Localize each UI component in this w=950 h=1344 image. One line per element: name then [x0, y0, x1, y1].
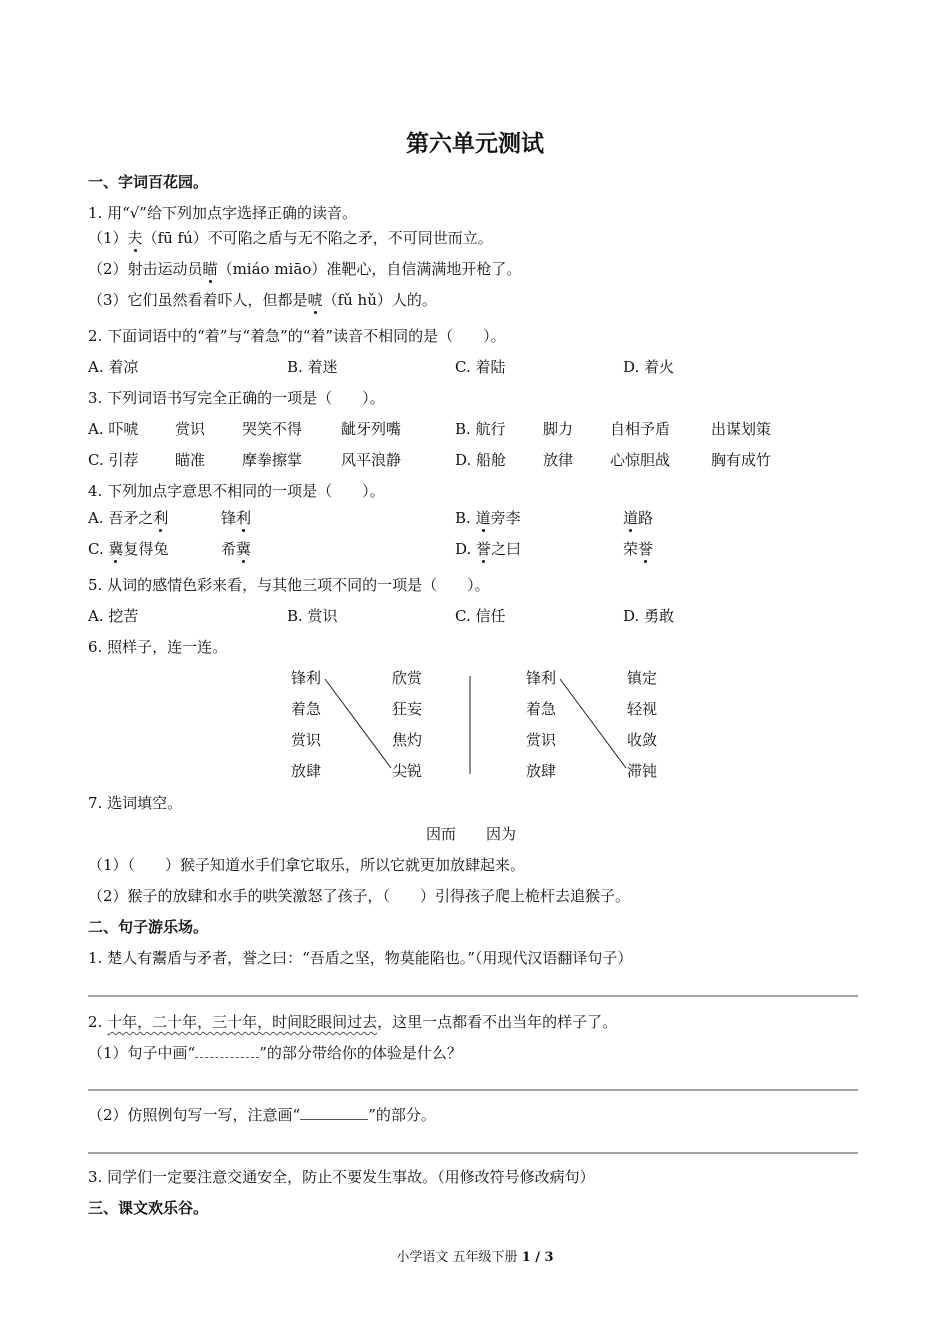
q4-option-d1: D. 誉之曰: [455, 540, 522, 558]
wavy-underlined-text: 十年，二十年，三十年，时间眨眼间过去: [107, 1013, 378, 1031]
q4-option-c2: 希冀: [221, 540, 252, 558]
dotted-char: 道: [623, 509, 639, 527]
dotted-char: 誉: [638, 540, 654, 558]
section-heading-3: 三、课文欢乐谷。: [88, 1199, 209, 1217]
match-word: 锋利: [291, 669, 322, 687]
match-word: 镇定: [627, 669, 658, 687]
dotted-char: 夫: [127, 229, 143, 247]
match-word: 赏识: [291, 731, 322, 749]
example-match-line: [325, 679, 391, 768]
q5-option-c: C. 信任: [455, 607, 506, 625]
q4-option-a1: A. 吾矛之利: [88, 509, 169, 527]
match-word: 狂妄: [392, 700, 423, 718]
dotted-char: 唬: [307, 291, 323, 309]
dotted-char: 瞄: [202, 260, 218, 278]
example-match-line: [560, 679, 626, 768]
q2-stem: 2. 下面词语中的“着”与“着急”的“着”读音不相同的是（ ）。: [88, 327, 506, 345]
q3-word: 心惊胆战: [610, 451, 671, 469]
dotted-char: 道: [475, 509, 491, 527]
q3-word: 胸有成竹: [711, 451, 772, 469]
q3-word: 放律: [543, 451, 574, 469]
q4-stem: 4. 下列加点字意思不相同的一项是（ ）。: [88, 482, 385, 500]
q3-word: A. 吓唬: [88, 420, 139, 438]
q7-stem: 7. 选词填空。: [88, 794, 183, 812]
q3-word: 瞄准: [175, 451, 206, 469]
q7-word-choices: 因而 因为: [426, 825, 517, 843]
q3-word: C. 引荐: [88, 451, 139, 469]
q7-item-1: （1）（ ）猴子知道水手们拿它取乐，所以它就更加放肆起来。: [88, 856, 526, 874]
q4-option-c1: C. 冀复得兔: [88, 540, 169, 558]
match-word: 锋利: [526, 669, 557, 687]
q1-stem: 1. 用“√”给下列加点字选择正确的读音。: [88, 204, 357, 222]
q3-word: D. 船舱: [455, 451, 507, 469]
q7-item-2: （2）猴子的放肆和水手的哄笑激怒了孩子，（ ）引得孩子爬上桅杆去追猴子。: [88, 887, 631, 905]
match-word: 焦灼: [392, 731, 423, 749]
section-heading-2: 二、句子游乐场。: [88, 918, 209, 936]
dotted-char: 冀: [108, 540, 124, 558]
q3-stem: 3. 下列词语书写完全正确的一项是（ ）。: [88, 389, 385, 407]
page-footer: 小学语文 五年级下册 1 / 3: [396, 1250, 554, 1265]
q5-option-a: A. 挖苦: [88, 607, 139, 625]
q3-word: 赏识: [175, 420, 206, 438]
match-word: 赏识: [526, 731, 557, 749]
match-word: 滞钝: [627, 762, 658, 780]
q3-word: 自相予盾: [610, 420, 671, 438]
q5-option-b: B. 赏识: [287, 607, 338, 625]
dotted-char: 誉: [476, 540, 492, 558]
q5-stem: 5. 从词的感情色彩来看，与其他三项不同的一项是（ ）。: [88, 576, 490, 594]
q3-word: 龇牙列嘴: [341, 420, 402, 438]
match-word: 尖锐: [392, 762, 423, 780]
page-title: 第六单元测试: [406, 130, 544, 157]
match-word: 欣赏: [392, 669, 423, 687]
q4-option-b1: B. 道旁李: [455, 509, 521, 527]
q3-word: 脚力: [543, 420, 574, 438]
s2-q2-sub1: （1）句子中画“ ”的部分带给你的体验是什么？: [88, 1044, 462, 1062]
q3-word: 摩拳擦掌: [242, 451, 303, 469]
q4-option-a2: 锋利: [221, 509, 252, 527]
match-word: 着急: [291, 700, 322, 718]
dashed-blank: [195, 1044, 259, 1058]
q2-option-c: C. 着陆: [455, 358, 506, 376]
match-word: 着急: [526, 700, 557, 718]
q3-word: 出谋划策: [711, 420, 772, 438]
s2-q1: 1. 楚人有鬻盾与矛者，誉之曰：“吾盾之坚，物莫能陷也。”（用现代汉语翻译句子）: [88, 949, 633, 967]
q2-option-b: B. 着迷: [287, 358, 338, 376]
underline-blank: [300, 1106, 368, 1120]
q5-option-d: D. 勇敢: [623, 607, 675, 625]
s2-q2-sub2: （2）仿照例句写一写，注意画“ ”的部分。: [88, 1106, 436, 1124]
q1-item-2: （2）射击运动员瞄（miáo miāo）准靶心，自信满满地开枪了。: [88, 260, 522, 278]
q4-option-b2: 道路: [623, 509, 654, 527]
q3-word: 风平浪静: [341, 451, 402, 469]
q2-option-d: D. 着火: [623, 358, 675, 376]
match-word: 放肆: [291, 762, 322, 780]
section-heading-1: 一、字词百花园。: [88, 173, 209, 191]
dotted-char: 利: [153, 509, 169, 527]
q3-word: B. 航行: [455, 420, 506, 438]
q1-item-1: （1）夫（fū fú）不可陷之盾与无不陷之矛，不可同世而立。: [88, 229, 493, 247]
q3-word: 哭笑不得: [242, 420, 303, 438]
q6-stem: 6. 照样子，连一连。: [88, 638, 228, 656]
match-word: 轻视: [627, 700, 658, 718]
page-number: 1 / 3: [521, 1250, 554, 1265]
match-word: 收敛: [627, 731, 658, 749]
dotted-char: 利: [236, 509, 252, 527]
q1-item-3: （3）它们虽然看着吓人，但都是唬（fǔ hǔ）人的。: [88, 291, 437, 309]
match-word: 放肆: [526, 762, 557, 780]
s2-q3: 3. 同学们一定要注意交通安全，防止不要发生事故。（用修改符号修改病句）: [88, 1168, 595, 1186]
dotted-char: 冀: [236, 540, 252, 558]
q2-option-a: A. 着凉: [88, 358, 139, 376]
q4-option-d2: 荣誉: [623, 540, 654, 558]
s2-q2: 2. 十年，二十年，三十年，时间眨眼间过去，这里一点都看不出当年的样子了。: [88, 1013, 618, 1031]
